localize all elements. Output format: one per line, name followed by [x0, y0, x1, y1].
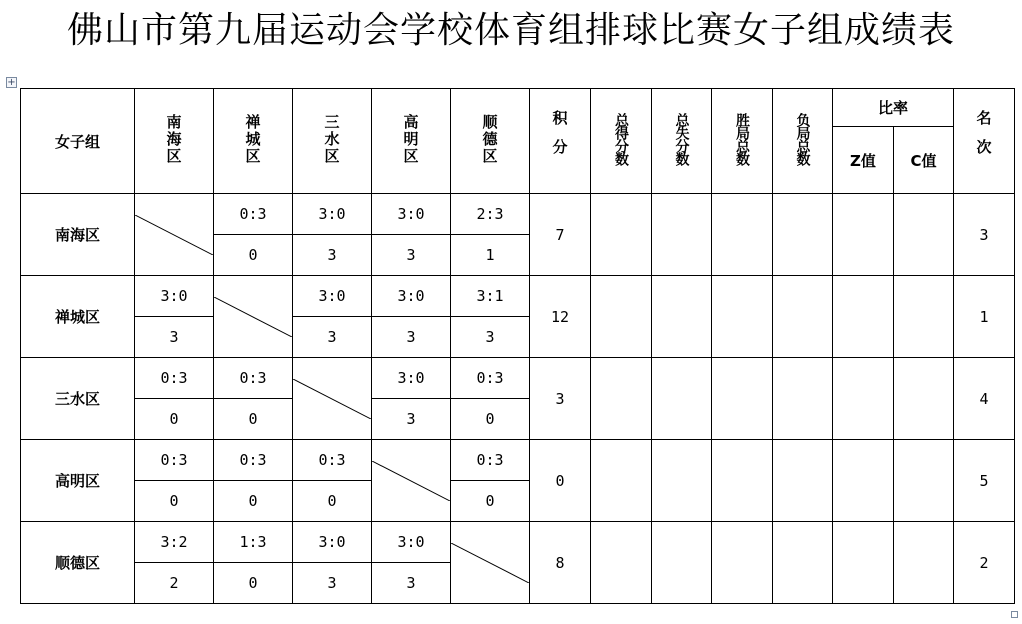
match-score-cell: 0:3	[214, 440, 293, 481]
match-points-cell: 0	[214, 563, 293, 604]
col-header-team: 三水区	[293, 89, 372, 194]
col-header-z-value: Z值	[833, 127, 894, 194]
wins-cell	[712, 358, 773, 440]
table-row	[21, 276, 1015, 317]
col-header-team: 禅城区	[214, 89, 293, 194]
match-points-cell: 0	[293, 481, 372, 522]
match-points-cell: 0	[135, 399, 214, 440]
rank-cell: 3	[954, 194, 1015, 276]
points-cell: 7	[530, 194, 591, 276]
col-header-total-scored: 总得分数	[591, 89, 652, 194]
diagonal-cell	[451, 522, 530, 604]
total-scored-cell	[591, 440, 652, 522]
points-cell: 12	[530, 276, 591, 358]
team-name-cell: 顺德区	[21, 522, 135, 604]
match-points-cell: 0	[214, 481, 293, 522]
z-value-cell	[833, 522, 894, 604]
total-lost-cell	[652, 440, 712, 522]
wins-cell	[712, 440, 773, 522]
match-score-cell: 2:3	[451, 194, 530, 235]
rank-cell: 2	[954, 522, 1015, 604]
wins-cell	[712, 194, 773, 276]
match-points-cell: 3	[372, 235, 451, 276]
match-points-cell: 3	[372, 563, 451, 604]
match-score-cell: 3:0	[293, 276, 372, 317]
table-resize-handle[interactable]	[1011, 611, 1018, 618]
match-score-cell: 3:0	[135, 276, 214, 317]
points-cell: 8	[530, 522, 591, 604]
total-scored-cell	[591, 358, 652, 440]
table-row	[21, 358, 1015, 399]
header-row	[21, 89, 1015, 127]
col-header-team: 顺德区	[451, 89, 530, 194]
table-move-handle[interactable]: +	[7, 77, 16, 88]
match-points-cell: 0	[451, 399, 530, 440]
team-name-cell: 禅城区	[21, 276, 135, 358]
points-cell: 3	[530, 358, 591, 440]
match-points-cell: 0	[214, 399, 293, 440]
table-row	[21, 522, 1015, 563]
rank-cell: 1	[954, 276, 1015, 358]
total-scored-cell	[591, 194, 652, 276]
diagonal-cell	[135, 194, 214, 276]
total-lost-cell	[652, 522, 712, 604]
match-points-cell: 1	[451, 235, 530, 276]
page-title: 佛山市第九届运动会学校体育组排球比赛女子组成绩表	[66, 10, 955, 51]
col-header-losses: 负局总数	[773, 89, 833, 194]
match-points-cell: 3	[372, 317, 451, 358]
c-value-cell	[894, 440, 954, 522]
col-header-points: 积分	[530, 89, 591, 194]
diagonal-cell	[293, 358, 372, 440]
match-points-cell: 0	[135, 481, 214, 522]
match-points-cell: 3	[293, 235, 372, 276]
rank-cell: 5	[954, 440, 1015, 522]
col-header-rank: 名次	[954, 89, 1015, 194]
col-header-c-value: C值	[894, 127, 954, 194]
match-score-cell: 3:0	[293, 194, 372, 235]
match-score-cell: 3:0	[372, 522, 451, 563]
c-value-cell	[894, 522, 954, 604]
match-score-cell: 3:0	[293, 522, 372, 563]
z-value-cell	[833, 358, 894, 440]
match-points-cell: 3	[293, 563, 372, 604]
col-header-total-lost: 总失分数	[652, 89, 712, 194]
diagonal-cell	[214, 276, 293, 358]
results-table	[20, 88, 1015, 604]
c-value-cell	[894, 194, 954, 276]
diagonal-cell	[372, 440, 451, 522]
col-header-ratio: 比率	[833, 89, 954, 127]
match-points-cell: 3	[135, 317, 214, 358]
match-score-cell: 0:3	[135, 358, 214, 399]
total-scored-cell	[591, 276, 652, 358]
losses-cell	[773, 522, 833, 604]
col-header-team: 南海区	[135, 89, 214, 194]
match-score-cell: 3:0	[372, 358, 451, 399]
match-points-cell: 0	[451, 481, 530, 522]
match-score-cell: 3:0	[372, 194, 451, 235]
rank-cell: 4	[954, 358, 1015, 440]
total-lost-cell	[652, 276, 712, 358]
team-name-cell: 南海区	[21, 194, 135, 276]
match-score-cell: 0:3	[451, 440, 530, 481]
wins-cell	[712, 276, 773, 358]
z-value-cell	[833, 194, 894, 276]
match-points-cell: 3	[451, 317, 530, 358]
match-score-cell: 1:3	[214, 522, 293, 563]
col-header-wins: 胜局总数	[712, 89, 773, 194]
match-score-cell: 0:3	[214, 194, 293, 235]
match-points-cell: 2	[135, 563, 214, 604]
losses-cell	[773, 440, 833, 522]
match-score-cell: 3:0	[372, 276, 451, 317]
losses-cell	[773, 358, 833, 440]
col-header-team: 高明区	[372, 89, 451, 194]
total-scored-cell	[591, 522, 652, 604]
wins-cell	[712, 522, 773, 604]
total-lost-cell	[652, 358, 712, 440]
match-score-cell: 3:2	[135, 522, 214, 563]
match-score-cell: 0:3	[214, 358, 293, 399]
match-score-cell: 0:3	[451, 358, 530, 399]
team-name-cell: 三水区	[21, 358, 135, 440]
team-name-cell: 高明区	[21, 440, 135, 522]
match-points-cell: 3	[372, 399, 451, 440]
c-value-cell	[894, 358, 954, 440]
match-score-cell: 3:1	[451, 276, 530, 317]
match-points-cell: 0	[214, 235, 293, 276]
losses-cell	[773, 276, 833, 358]
z-value-cell	[833, 440, 894, 522]
table-row	[21, 194, 1015, 235]
total-lost-cell	[652, 194, 712, 276]
table-row	[21, 440, 1015, 481]
losses-cell	[773, 194, 833, 276]
match-points-cell: 3	[293, 317, 372, 358]
c-value-cell	[894, 276, 954, 358]
points-cell: 0	[530, 440, 591, 522]
group-label-cell: 女子组	[21, 89, 135, 194]
z-value-cell	[833, 276, 894, 358]
match-score-cell: 0:3	[293, 440, 372, 481]
match-score-cell: 0:3	[135, 440, 214, 481]
